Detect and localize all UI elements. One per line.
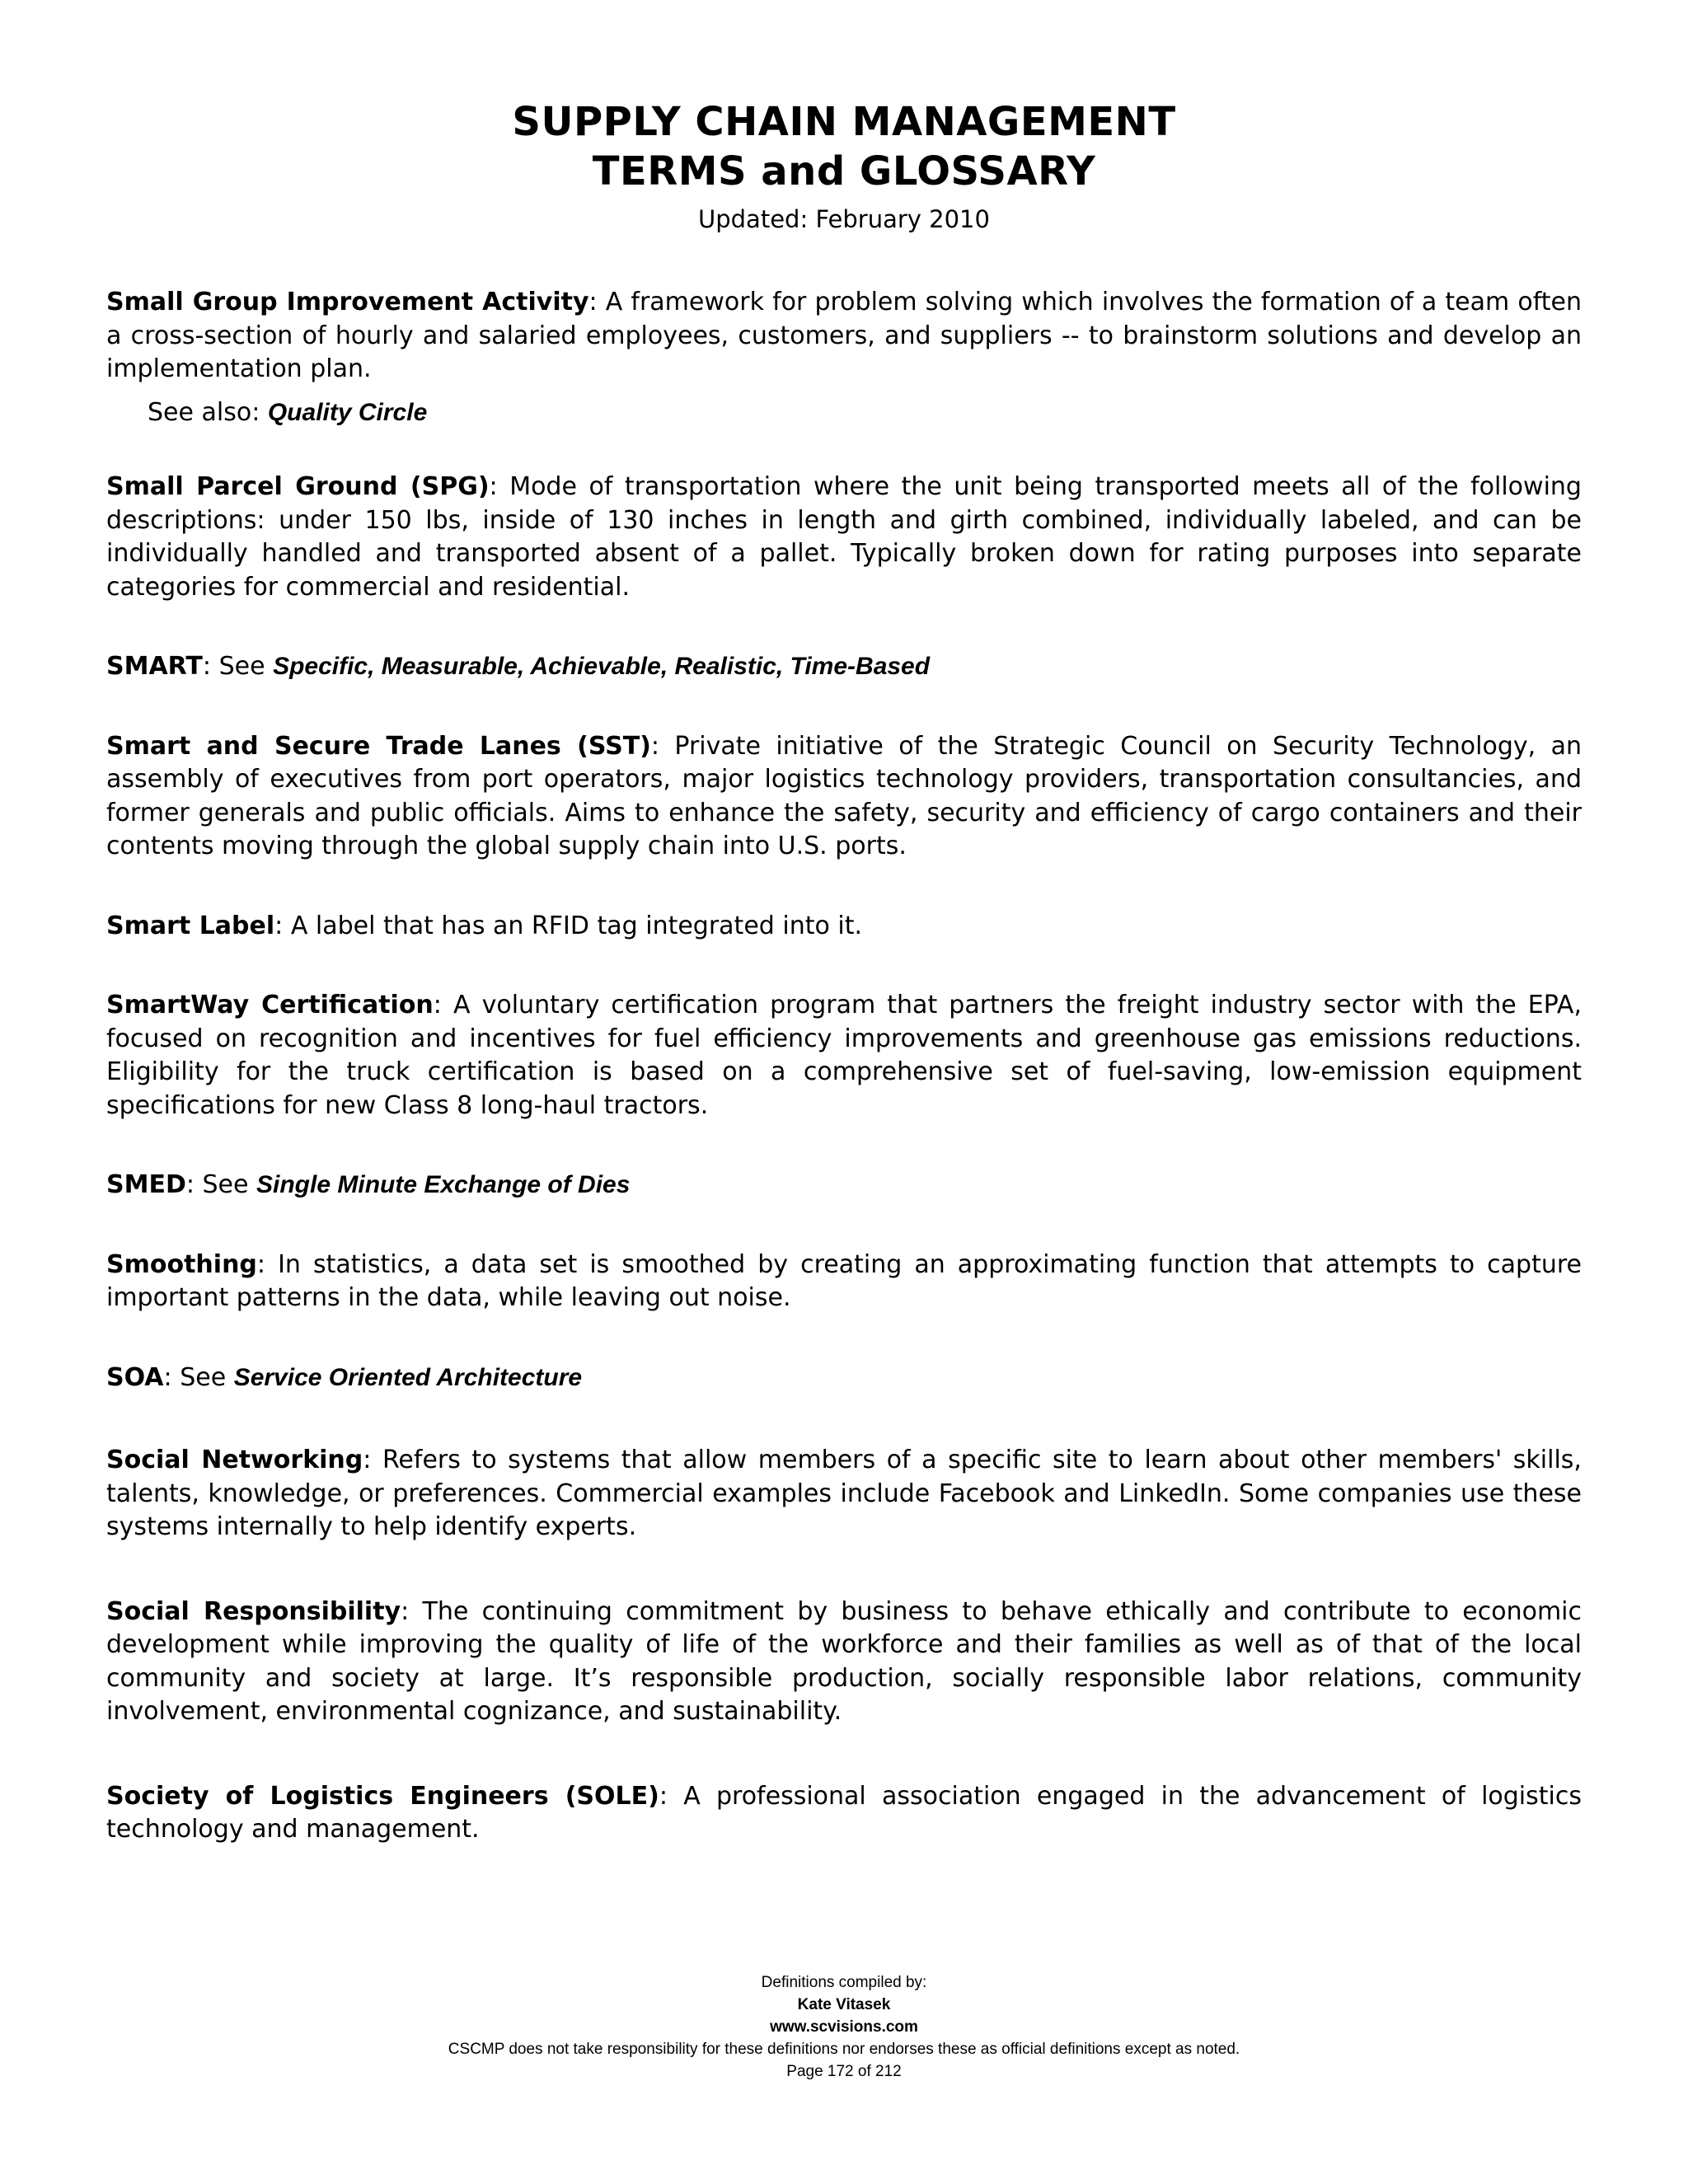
glossary-entry (106, 989, 1582, 1122)
entry-term: SmartWay Certification (106, 991, 434, 1019)
see-term: Specific, Measurable, Achievable, Realistic, Time-Based (273, 653, 931, 680)
entry-definition: A voluntary certification program that partners the freight industry sector with the EPA, focused on recognition and incentives for fuel efficiency improvements and greenhouse gas emissions reductions. Eligibility for the truck certification is based on a comprehensive set of fuel-saving, low-emission equipment specifications for new Class 8 long-haul tractors. (106, 991, 1582, 1120)
entry-definition: Refers to systems that allow members of a specific site to learn about other members' skills, talents, knowledge, or preferences. Commercial examples include Facebook and LinkedIn. Some companies use these systems internally to help identify experts. (106, 1446, 1582, 1541)
entry-separator: : (433, 991, 453, 1019)
see-also-prefix: See also: (148, 397, 268, 427)
see-also-term: Quality Circle (267, 398, 428, 426)
glossary-entry (106, 471, 1582, 604)
entry-separator: : (185, 1170, 203, 1199)
entry-term: SOA (106, 1362, 164, 1392)
entry-separator: : (274, 911, 291, 940)
entry-definition: The continuing commitment by business to behave ethically and contribute to economic development while improving the quality of life of the workforce and their families as well as of that of the local community and society at large. It’s responsible production, socially responsible labor relations, community involvement, environmental cognizance, and sustainability. (106, 1596, 1582, 1726)
updated-date: Updated: February 2010 (698, 205, 990, 233)
website-text: www.scvisions.com (770, 2018, 918, 2036)
entry-definition: A framework for problem solving which involves the formation of a team often a cross-section of hourly and salaried employees, customers, and suppliers -- to brainstorm solutions and develop an implementation plan. (106, 288, 1582, 383)
entry-definition: Private initiative of the Strategic Council on Security Technology, an assembly of executives from port operators, major logistics technology providers, transportation consultancies, and former generals and public officials. Aims to enhance the safety, security and efficiency of cargo containers and their contents moving through the global supply chain into U.S. ports. (106, 731, 1582, 860)
entry-separator: : (401, 1596, 423, 1626)
see-prefix: See (218, 652, 274, 681)
title-line-2: TERMS and GLOSSARY (592, 148, 1096, 194)
glossary-entries (106, 286, 1582, 1893)
entry-separator: : (659, 1781, 684, 1811)
see-term: Single Minute Exchange of Dies (256, 1171, 631, 1198)
glossary-entry (106, 1169, 1582, 1202)
glossary-entry (106, 1444, 1582, 1544)
entry-term: Social Responsibility (106, 1596, 401, 1626)
author-name: Kate Vitasek (797, 1996, 891, 2013)
entry-separator: : (650, 731, 675, 761)
entry-term: Smoothing (106, 1249, 257, 1279)
entry-separator: : (363, 1446, 382, 1474)
entry-definition: Mode of transportation where the unit being transported meets all of the following descriptions: under 150 lbs, inside of 130 inches in length and girth combined, individually labeled, and can be individually handled and transported absent of a pallet. Typically broken down for rating purposes into separate categories for commercial and residential. (106, 472, 1582, 602)
compiled-by-label: Definitions compiled by: (761, 1974, 927, 1991)
entry-separator: : (489, 472, 510, 501)
see-prefix: See (180, 1362, 234, 1392)
entry-term: SMED (106, 1170, 186, 1199)
entry-definition: A label that has an RFID tag integrated into it. (290, 911, 862, 940)
see-term: Service Oriented Architecture (233, 1363, 583, 1391)
entry-separator: : (588, 288, 606, 316)
glossary-entry (106, 1780, 1582, 1847)
glossary-entry (106, 286, 1582, 429)
entry-term: Social Networking (106, 1446, 363, 1474)
entry-separator: : (202, 652, 219, 681)
title-line-1: SUPPLY CHAIN MANAGEMENT (512, 99, 1176, 145)
glossary-entry (106, 1249, 1582, 1315)
glossary-entry (106, 1596, 1582, 1729)
see-also-line (106, 396, 1582, 430)
glossary-entry (106, 650, 1582, 684)
entry-definition: In statistics, a data set is smoothed by creating an approximating function that attempts to capture important patterns in the data, while leaving out noise. (106, 1249, 1582, 1312)
entry-term: SMART (106, 652, 203, 681)
entry-term: Society of Logistics Engineers (SOLE) (106, 1781, 659, 1811)
glossary-entry (106, 1361, 1582, 1395)
entry-term: Small Parcel Ground (SPG) (106, 472, 490, 501)
entry-separator: : (256, 1249, 279, 1279)
glossary-entry (106, 730, 1582, 864)
entry-term: Smart and Secure Trade Lanes (SST) (106, 731, 651, 761)
glossary-entry (106, 910, 1582, 944)
page-number: Page 172 of 212 (786, 2063, 902, 2080)
entry-term: Small Group Improvement Activity (106, 288, 589, 316)
document-footer (0, 1971, 1688, 2083)
see-prefix: See (202, 1170, 257, 1199)
entry-definition: A professional association engaged in the advancement of logistics technology and management. (106, 1781, 1582, 1844)
entry-term: Smart Label (106, 911, 275, 940)
document-header (0, 97, 1688, 236)
disclaimer-text: CSCMP does not take responsibility for these definitions nor endorses these as official definitions except as noted. (448, 2041, 1240, 2058)
entry-separator: : (163, 1362, 181, 1392)
